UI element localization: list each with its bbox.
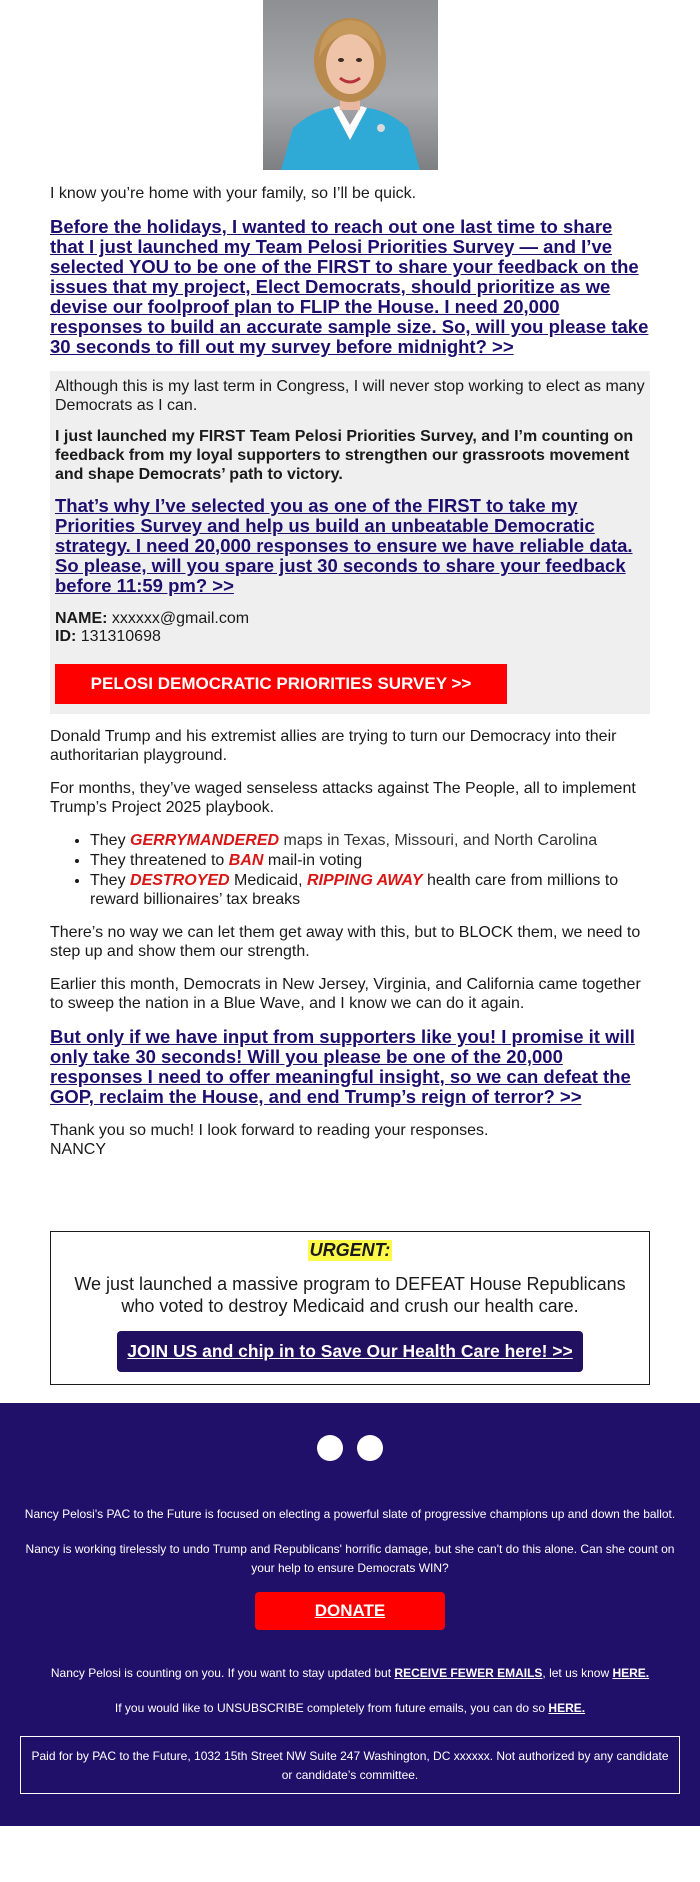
id-label: ID: <box>55 628 77 645</box>
survey-link-panel[interactable]: That’s why I’ve selected you as one of the FIRST to take my Priorities Survey and help us build an unbeatable Democratic strategy. I need 20,000 responses to ensure we have reliable data. So please, will you spare just 30 seconds to share your feedback before 11:59 pm? >> <box>55 495 633 596</box>
urgent-title: URGENT: <box>309 1240 391 1260</box>
signature: NANCY <box>50 1141 107 1158</box>
intro-text: I know you’re home with your family, so I’ll be quick. <box>50 185 417 202</box>
portrait-illustration <box>263 0 438 170</box>
receive-fewer-emails-link[interactable]: RECEIVE FEWER EMAILS <box>394 1666 543 1680</box>
unsubscribe-here-link[interactable]: HERE. <box>548 1701 586 1715</box>
list-item <box>90 831 650 850</box>
thanks-text: Thank you so much! I look forward to reading your responses. <box>50 1122 489 1139</box>
name-label: NAME: <box>55 610 108 627</box>
social-links <box>20 1435 680 1461</box>
signoff <box>50 1121 650 1159</box>
emphasis-text: GERRYMANDERED <box>130 832 280 849</box>
list-item-text: They threatened to <box>90 852 229 869</box>
emphasis-text: BAN <box>228 852 264 869</box>
fewer-emails-here-link[interactable]: HERE. <box>612 1666 650 1680</box>
urgent-box <box>50 1231 650 1385</box>
panel-bold-text: I just launched my FIRST Team Pelosi Priorities Survey, and I’m counting on feedback from my loyal supporters to strengthen our grassroots movement and shape Democrats’ path to victory. <box>55 428 634 483</box>
footer <box>0 1403 700 1826</box>
survey-panel <box>50 371 650 714</box>
list-item-text: Medicaid, <box>229 872 307 889</box>
priorities-survey-button[interactable]: PELOSI DEMOCRATIC PRIORITIES SURVEY >> <box>55 664 507 704</box>
health-care-donate-button[interactable]: JOIN US and chip in to Save Our Health Care here! >> <box>117 1331 582 1372</box>
emphasis-text: DESTROYED <box>130 872 230 889</box>
name-row <box>55 610 645 628</box>
fewer-emails-middle: , let us know <box>542 1666 613 1680</box>
hero <box>0 0 700 170</box>
footer-paragraph-2: Nancy is working tirelessly to undo Trump and Republicans' horrific damage, but she can't do this alone. Can she count on your help to ensure Democrats WIN? <box>25 1542 675 1575</box>
id-value: 131310698 <box>80 628 161 645</box>
id-row <box>55 628 645 646</box>
body-paragraph-1: Donald Trump and his extremist allies are trying to turn our Democracy into their authoritarian playground. <box>50 728 617 764</box>
panel-intro-text: Although this is my last term in Congress, I will never stop working to elect as many Democrats as I can. <box>55 378 645 414</box>
unsubscribe-prefix: If you would like to UNSUBSCRIBE completely from future emails, you can do so <box>114 1701 549 1715</box>
attacks-list <box>50 831 650 909</box>
list-item-text: health care from millions to reward billionaires’ tax breaks <box>90 872 619 908</box>
survey-link-top[interactable]: Before the holidays, I wanted to reach out one last time to share that I just launched my Team Pelosi Priorities Survey — and I’ve selected YOU to be one of the FIRST to share your feedback on the issues that my project, Elect Democrats, should prioritize as we devise our foolproof plan to FLIP the House. I need 20,000 responses to build an accurate sample size. So, will you please take 30 seconds to fill out my survey before midnight? >> <box>50 216 649 357</box>
list-item-text: mail-in voting <box>263 852 363 869</box>
fewer-emails-text <box>20 1664 680 1683</box>
list-item-text: They <box>90 832 131 849</box>
fewer-emails-prefix: Nancy Pelosi is counting on you. If you want to stay updated but <box>50 1666 395 1680</box>
body-paragraph-3: There’s no way we can let them get away with this, but to BLOCK them, we need to step up and show them our strength. <box>50 924 641 960</box>
urgent-body: We just launched a massive program to DEFEAT House Republicans who voted to destroy Medicaid and crush our health care. <box>74 1274 626 1316</box>
donate-button[interactable]: DONATE <box>255 1592 445 1630</box>
facebook-icon[interactable]: f <box>317 1435 343 1461</box>
paid-for-disclaimer <box>20 1736 680 1794</box>
identity-block <box>55 610 645 646</box>
list-item <box>90 851 650 870</box>
main-content <box>0 170 700 1159</box>
list-item-text: maps in Texas, Missouri, and North Carolina <box>279 832 598 849</box>
name-value: xxxxxx@gmail.com <box>111 610 250 627</box>
unsubscribe-text <box>20 1699 680 1718</box>
list-item-text: They <box>90 872 131 889</box>
paid-for-text: Paid for by PAC to the Future, 1032 15th Street NW Suite 247 Washington, DC xxxxxx. Not authorized by any candidate or candidate’s committee. <box>31 1749 669 1782</box>
portrait-photo <box>263 0 438 170</box>
survey-link-bottom[interactable]: But only if we have input from supporters like you! I promise it will only take 30 seconds! Will you please be one of the 20,000 responses I need to offer meaningful insight, so we can defeat the GOP, reclaim the House, and end Trump’s reign of terror? >> <box>50 1026 635 1107</box>
body-paragraph-4: Earlier this month, Democrats in New Jersey, Virginia, and California came together to sweep the nation in a Blue Wave, and I know we can do it again. <box>50 976 641 1012</box>
emphasis-text: RIPPING AWAY <box>306 872 423 889</box>
body-paragraph-2: For months, they’ve waged senseless attacks against The People, all to implement Trump’s Project 2025 playbook. <box>50 780 636 816</box>
footer-paragraph-1: Nancy Pelosi's PAC to the Future is focused on electing a powerful slate of progressive champions up and down the ballot. <box>24 1507 676 1521</box>
list-item <box>90 871 650 909</box>
twitter-icon[interactable]: t <box>357 1435 383 1461</box>
